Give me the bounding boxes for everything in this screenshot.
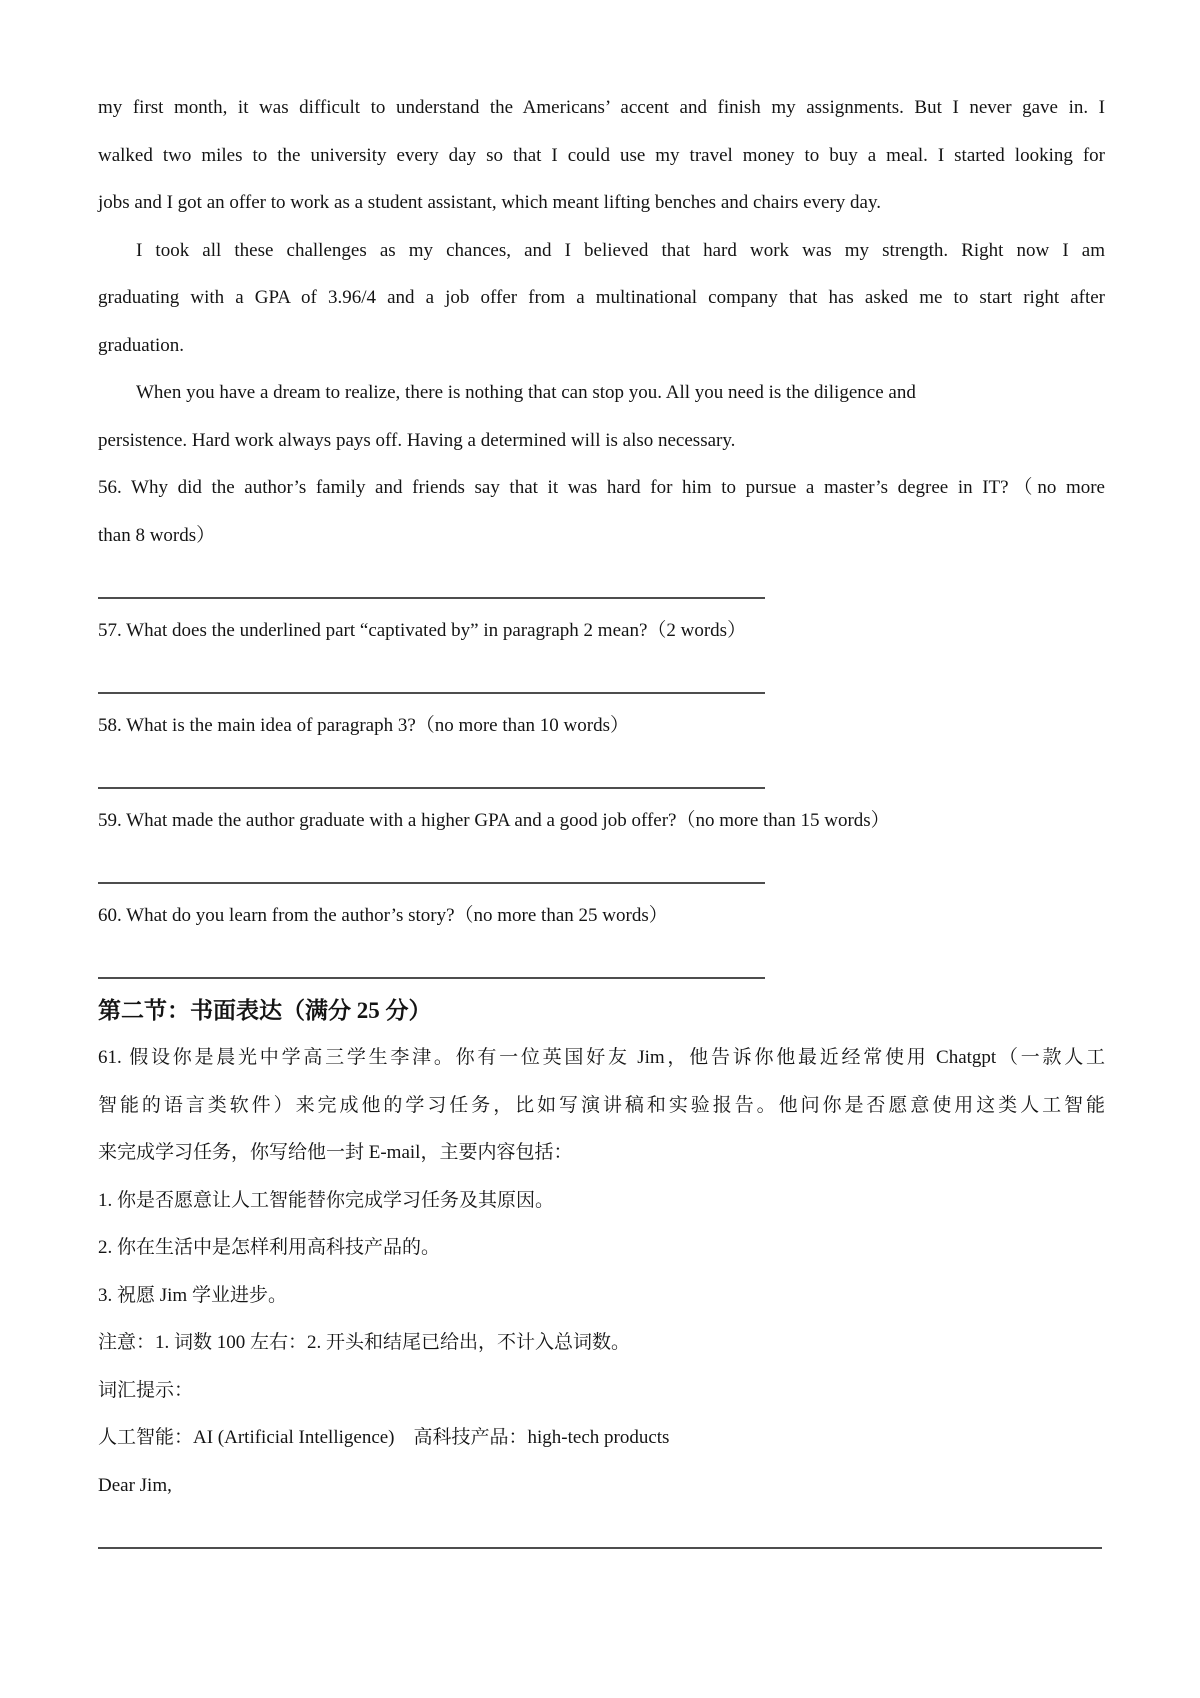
question-56-line1: 56. Why did the author’s family and friends say that it was hard for him to pursue a master’s degree in IT?（no more xyxy=(98,477,1105,498)
writing-task-line2: 智能的语言类软件）来完成他的学习任务，比如写演讲稿和实验报告。他问你是否愿意使用这类人工智能 xyxy=(98,1094,1105,1116)
question-57-line1: 57. What does the underlined part “captivated by” in paragraph 2 mean?（2 words） xyxy=(98,619,747,641)
passage-para2-line1: I took all these challenges as my chances, and I believed that hard work was my strength. Right now I am xyxy=(136,239,1105,261)
answer-blank-56 xyxy=(98,559,1105,607)
answer-blank-58 xyxy=(98,749,1105,797)
passage-para3-line1: When you have a dream to realize, there is nothing that can stop you. All you need is the diligence and xyxy=(136,382,916,403)
answer-rule xyxy=(98,977,765,979)
section-heading: 第二节：书面表达（满分 25 分） xyxy=(98,997,432,1023)
writing-task-line1: 61. 假设你是晨光中学高三学生李津。你有一位英国好友 Jim，他告诉你他最近经常使用 Chatgpt（一款人工 xyxy=(98,1047,1105,1068)
writing-area-blank xyxy=(98,1509,1105,1557)
task-point-1: 1. 你是否愿意让人工智能替你完成学习任务及其原因。 xyxy=(98,1189,555,1211)
question-60-line1: 60. What do you learn from the author’s story?（no more than 25 words） xyxy=(98,904,668,926)
question-59-line1: 59. What made the author graduate with a higher GPA and a good job offer?（no more than 15 words） xyxy=(98,809,890,831)
task-point-2: 2. 你在生活中是怎样利用高科技产品的。 xyxy=(98,1237,441,1258)
question-56-line2: than 8 words） xyxy=(98,524,216,546)
answer-rule xyxy=(98,597,765,599)
task-notes: 注意：1. 词数 100 左右：2. 开头和结尾已给出，不计入总词数。 xyxy=(98,1332,631,1353)
answer-blank-60 xyxy=(98,939,1105,987)
passage-para1-line1: my first month, it was difficult to understand the Americans’ accent and finish my assignments. But I never gave in. I xyxy=(98,97,1105,118)
question-58-line1: 58. What is the main idea of paragraph 3?（no more than 10 words） xyxy=(98,714,629,736)
vocab-hint-label: 词汇提示： xyxy=(98,1379,194,1401)
vocab-hints: 人工智能：AI (Artificial Intelligence) 高科技产品：high-tech products xyxy=(98,1427,670,1448)
passage-para3-line2: persistence. Hard work always pays off. Having a determined will is also necessary. xyxy=(98,429,736,451)
passage-para1-line2: walked two miles to the university every day so that I could use my travel money to buy a meal. I started looking for xyxy=(98,144,1105,166)
answer-blank-57 xyxy=(98,654,1105,702)
writing-area-rule xyxy=(98,1547,1102,1549)
task-point-3: 3. 祝愿 Jim 学业进步。 xyxy=(98,1284,287,1306)
answer-rule xyxy=(98,787,765,789)
passage-para2-line3: graduation. xyxy=(98,334,185,356)
passage-para1-line3: jobs and I got an offer to work as a student assistant, which meant lifting benches and chairs every day. xyxy=(98,192,882,213)
answer-rule xyxy=(98,692,765,694)
passage-para2-line2: graduating with a GPA of 3.96/4 and a job offer from a multinational company that has asked me to start right after xyxy=(98,287,1105,308)
answer-blank-59 xyxy=(98,844,1105,892)
writing-task-line3: 来完成学习任务，你写给他一封 E-mail，主要内容包括： xyxy=(98,1142,573,1163)
letter-salutation: Dear Jim, xyxy=(98,1474,172,1496)
answer-rule xyxy=(98,882,765,884)
